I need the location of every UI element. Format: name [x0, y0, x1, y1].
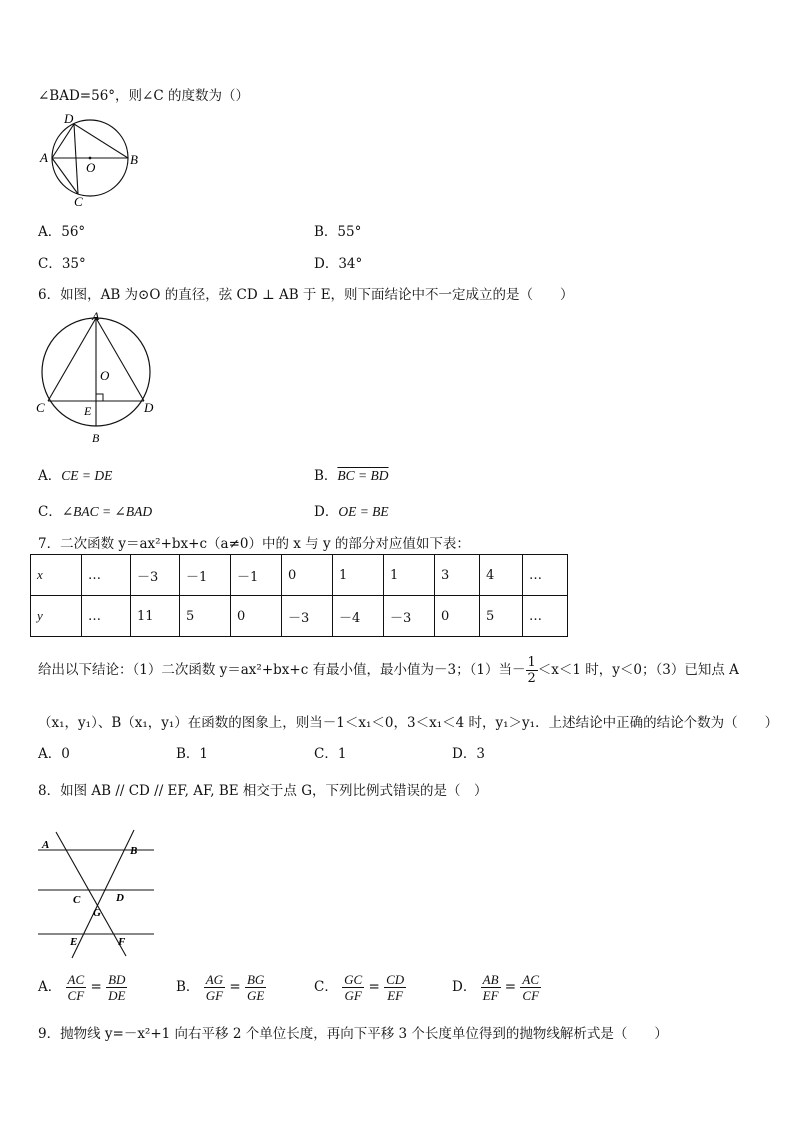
q6-stem: 6．如图，AB 为⊙O 的直径，弦 CD ⊥ AB 于 E，则下面结论中不一定成立的是（ ）: [38, 287, 574, 303]
table-cell: …: [523, 596, 568, 637]
q8-label-b: B: [130, 845, 138, 857]
q7-option-a: A．0: [38, 746, 70, 762]
table-cell: …: [523, 555, 568, 596]
q8-figure: [30, 826, 160, 966]
table-cell: 3: [435, 555, 480, 596]
q7-option-b: B．1: [176, 746, 209, 762]
table-cell: －1: [180, 555, 231, 596]
table-cell: －3: [282, 596, 333, 637]
q6-label-e: E: [84, 404, 92, 418]
q5-stem: ∠BAD=56°，则∠C 的度数为（）: [38, 88, 249, 104]
table-cell: …: [82, 596, 131, 637]
table-row: [31, 596, 568, 637]
q7-stem: 7．二次函数 y＝ax²+bx+c（a≠0）中的 x 与 y 的部分对应值如下表：: [38, 536, 470, 552]
q6-option-b: B．BC = BD: [314, 468, 389, 484]
q7-conclusions-line1: 给出以下结论：（1）二次函数 y＝ax²+bx+c 有最小值，最小值为－3；（1）当－ $\frac{1}{2}$ ＜x＜1 时，y＜0；（3）已知点 A: [38, 655, 739, 686]
q6-figure: [30, 308, 160, 448]
q5-label-c: C: [74, 194, 83, 208]
q7-value-table: [30, 554, 568, 637]
q8-option-b: B． $\frac{AG}{GF}$ = $\frac{BG}{GE}$: [176, 972, 265, 1003]
table-cell: －4: [333, 596, 384, 637]
table-cell: －1: [231, 555, 282, 596]
q6-label-o: O: [100, 368, 110, 383]
table-cell: 0: [231, 596, 282, 637]
table-cell: －3: [384, 596, 435, 637]
q5-label-a: A: [40, 150, 48, 165]
q8-option-d: D． $\frac{AB}{EF}$ = $\frac{AC}{CF}$: [452, 972, 540, 1003]
q5-label-d: D: [64, 111, 74, 126]
q8-label-d: D: [116, 892, 124, 904]
q9-stem: 9．抛物线 y=－x²+1 向右平移 2 个单位长度，再向下平移 3 个长度单位得到的抛物线解析式是（ ）: [38, 1026, 668, 1042]
table-cell: 0: [435, 596, 480, 637]
q5-option-b: B．55°: [314, 224, 362, 240]
table-cell: 1: [384, 555, 435, 596]
table-cell: 5: [180, 596, 231, 637]
table-cell: 0: [282, 555, 333, 596]
table-cell: －3: [131, 555, 180, 596]
table-cell: 4: [480, 555, 523, 596]
q6-label-d: D: [144, 400, 154, 415]
q8-label-e: E: [70, 936, 78, 948]
q6-label-b: B: [92, 431, 100, 445]
table-cell: 1: [333, 555, 384, 596]
table-cell: 11: [131, 596, 180, 637]
q6-option-a: A．CE = DE: [38, 468, 113, 484]
table-row: [31, 555, 568, 596]
q8-label-c: C: [73, 894, 81, 906]
fraction-one-half: $\frac{1}{2}$: [527, 655, 536, 686]
q5-label-b: B: [130, 152, 138, 167]
q6-option-c: C．∠BAC = ∠BAD: [38, 504, 153, 520]
q8-label-f: F: [118, 936, 126, 948]
table-cell: 5: [480, 596, 523, 637]
q6-label-a: A: [92, 309, 100, 323]
q7-option-d: D．3: [452, 746, 485, 762]
q8-stem: 8．如图 AB // CD // EF, AF, BE 相交于点 G，下列比例式错误的是（ ）: [38, 783, 488, 799]
q5-figure: [34, 108, 144, 208]
q8-label-a: A: [42, 839, 50, 851]
q5-label-o: O: [86, 160, 96, 175]
q5-option-a: A．56°: [38, 224, 86, 240]
q8-option-a: A． $\frac{AC}{CF}$ = $\frac{BD}{DE}$: [38, 972, 126, 1003]
table-cell: x: [31, 555, 82, 596]
table-cell: …: [82, 555, 131, 596]
q6-option-d: D．OE = BE: [314, 504, 389, 520]
q7-option-c: C．1: [314, 746, 347, 762]
q8-option-c: C． $\frac{GC}{GF}$ = $\frac{CD}{EF}$: [314, 972, 405, 1003]
q5-option-d: D．34°: [314, 256, 363, 272]
q8-label-g: G: [93, 907, 101, 919]
q7-conclusions-line2: （x₁，y₁）、B（x₁，y₁）在函数的图象上，则当－1＜x₁＜0，3＜x₁＜4 时，y₁＞y₁．上述结论中正确的结论个数为（ ）: [38, 715, 779, 731]
table-cell: y: [31, 596, 82, 637]
q5-option-c: C．35°: [38, 256, 86, 272]
q6-label-c: C: [36, 400, 45, 415]
